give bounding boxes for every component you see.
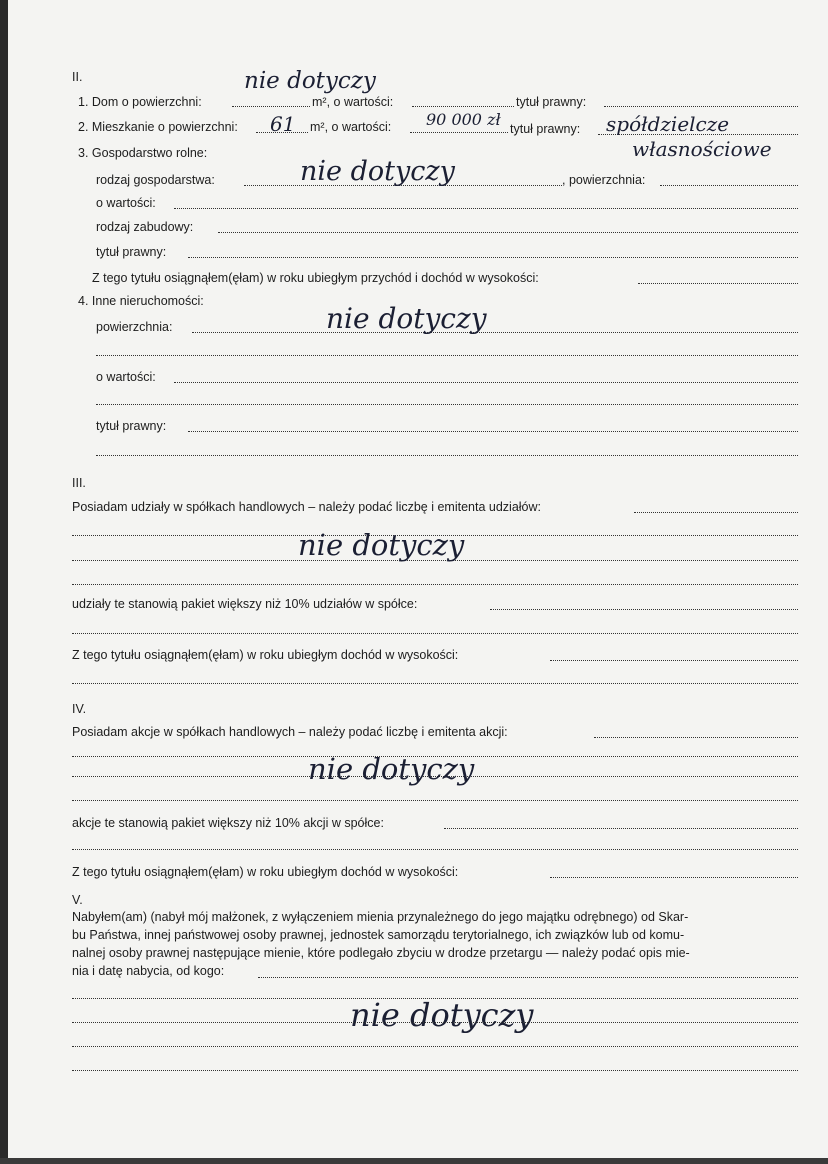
other-value-line [174,382,798,383]
handwritten-flat-title: spółdzielcze [606,112,730,136]
house-area-label: 1. Dom o powierzchni: [78,95,202,109]
farm-income-label: Z tego tytułu osiągnąłem(ęłam) w roku ubiegłym przychód i dochód w wysokości: [92,271,539,285]
house-title-label: tytuł prawny: [516,95,587,109]
farm-value-line [174,208,798,209]
shares-income-line [550,660,798,661]
other-title-label: tytuł prawny: [96,419,167,433]
flat-title-label: tytuł prawny: [510,122,581,136]
acquisition-line-4 [72,1046,798,1047]
handwritten-acquisition: nie dotyczy [350,996,534,1034]
house-title-line [604,106,798,107]
handwritten-flat-title-cont: własnościowe [632,137,772,161]
flat-area-label: 2. Mieszkanie o powierzchni: [78,120,238,134]
farm-title-label: tytuł prawny: [96,245,167,259]
acquisition-line [258,977,798,978]
stocks-over10-label: akcje te stanowią pakiet większy niż 10% akcji w spółce: [72,816,384,830]
stocks-line [594,737,798,738]
handwritten-flat-value: 90 000 zł [426,110,501,129]
acquisition-text-line-3: nalnej osoby prawnej następujące mienie, które podlegało zbyciu w drodze przetargu — należy podać opis mie- [72,946,690,960]
shares-over10-line [490,609,798,610]
shares-over10-line-2 [72,633,798,634]
stocks-label: Posiadam akcje w spółkach handlowych – należy podać liczbę i emitenta akcji: [72,725,508,739]
farm-building-line [218,232,798,233]
shares-over10-label: udziały te stanowią pakiet większy niż 10% udziałów w spółce: [72,597,418,611]
farm-type-label: rodzaj gospodarstwa: [96,173,215,187]
section-5-heading: V. [72,893,83,907]
flat-value-label: m², o wartości: [310,120,392,134]
other-property-label: 4. Inne nieruchomości: [78,294,204,308]
section-3-heading: III. [72,476,86,490]
farm-label: 3. Gospodarstwo rolne: [78,146,208,160]
house-value-line [412,106,514,107]
other-area-line-2 [96,355,798,356]
handwritten-other-area: nie dotyczy [326,302,487,335]
flat-value-line [410,132,508,133]
section-4-heading: IV. [72,702,87,716]
farm-area-label: , powierzchnia: [562,173,646,187]
acquisition-line-5 [72,1070,798,1071]
house-value-label: m², o wartości: [312,95,394,109]
handwritten-house-note: nie dotyczy [244,68,376,94]
shares-income-label: Z tego tytułu osiągnąłem(ęłam) w roku ubiegłym dochód w wysokości: [72,648,459,662]
house-area-line [232,106,310,107]
stocks-over10-line-2 [72,849,798,850]
other-value-line-2 [96,404,798,405]
stocks-line-4 [72,800,798,801]
acquisition-text-line-1: Nabyłem(am) (nabył mój małżonek, z wyłączeniem mienia przynależnego do jego majątku odrębnego) od Skar- [72,910,689,924]
shares-income-line-2 [72,683,798,684]
other-title-line [188,431,798,432]
handwritten-flat-area: 61 [270,112,296,136]
scan-left-edge [0,0,8,1164]
shares-label: Posiadam udziały w spółkach handlowych – należy podać liczbę i emitenta udziałów: [72,500,542,514]
farm-title-line [188,257,798,258]
other-value-label: o wartości: [96,370,156,384]
stocks-income-label: Z tego tytułu osiągnąłem(ęłam) w roku ubiegłym dochód w wysokości: [72,865,459,879]
handwritten-shares: nie dotyczy [298,528,465,562]
handwritten-farm-type: nie dotyczy [300,156,455,187]
scan-bottom-edge [0,1158,828,1164]
farm-area-line [660,185,798,186]
stocks-over10-line [444,828,798,829]
acquisition-line-3 [72,1022,798,1023]
acquisition-text-line-4: nia i datę nabycia, od kogo: [72,964,225,978]
acquisition-text-line-2: bu Państwa, innej państwowej osoby prawnej, jednostek samorządu terytorialnego, ich związków lub od komu- [72,928,685,942]
shares-line-4 [72,584,798,585]
farm-building-label: rodzaj zabudowy: [96,220,194,234]
other-area-line [192,332,798,333]
farm-income-line [638,283,798,284]
shares-line [634,512,798,513]
other-area-label: powierzchnia: [96,320,173,334]
section-2-heading: II. [72,70,83,84]
other-title-line-2 [96,455,798,456]
farm-value-label: o wartości: [96,196,156,210]
handwritten-stocks: nie dotyczy [308,752,475,786]
stocks-income-line [550,877,798,878]
